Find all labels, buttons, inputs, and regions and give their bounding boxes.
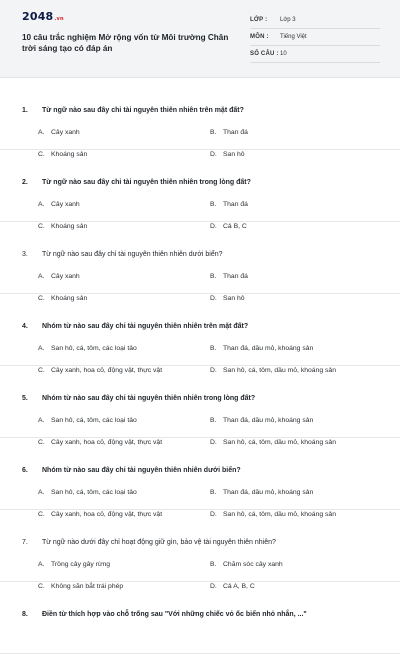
question-number: 2. (22, 179, 28, 186)
answer-option-a[interactable] (38, 201, 80, 208)
option-letter: D. (210, 367, 217, 374)
question-prompt: Từ ngữ nào sau đây chỉ tài nguyên thiên nhiên trên mặt đất? (42, 107, 244, 114)
option-text: Cả A, B, C (223, 583, 255, 590)
option-text: San hô (223, 295, 245, 302)
question-number: 3. (22, 251, 28, 258)
option-letter: B. (210, 129, 217, 136)
question-prompt: Nhóm từ nào sau đây chỉ tài nguyên thiên nhiên trong lòng đất? (42, 395, 256, 402)
option-text: Cây xanh, hoa cỏ, động vật, thực vật (51, 439, 163, 446)
answer-option-b[interactable] (210, 345, 313, 352)
option-text: San hô (223, 151, 245, 158)
document-title: 10 câu trắc nghiệm Mở rộng vốn từ Môi trường Chân trời sáng tạo có đáp án (22, 33, 229, 53)
option-text: Than đá, dầu mỏ, khoáng sản (223, 345, 314, 352)
answer-option-a[interactable] (38, 417, 137, 424)
option-letter: C. (38, 367, 45, 374)
option-text: Chăm sóc cây xanh (223, 561, 283, 568)
option-text: Trồng cây gây rừng (51, 561, 111, 568)
option-letter: D. (210, 439, 217, 446)
option-text: Than đá (223, 273, 248, 280)
option-text: Cây xanh (51, 201, 80, 208)
question-number: 8. (22, 611, 28, 618)
question-7 (0, 510, 400, 590)
question-2 (0, 150, 400, 230)
option-text: San hô, cá, tôm, các loại tảo (51, 489, 137, 496)
meta-row-grade (250, 12, 380, 29)
option-text: Than đá, dầu mỏ, khoáng sản (223, 489, 314, 496)
question-6 (0, 438, 400, 518)
option-letter: B. (210, 201, 217, 208)
option-text: San hô, cá, tôm, dầu mỏ, khoáng sản (223, 367, 336, 374)
meta-row-count (250, 46, 380, 63)
question-text (22, 107, 244, 114)
option-letter: B. (210, 417, 217, 424)
question-text (22, 395, 255, 402)
option-letter: B. (210, 273, 217, 280)
meta-row-subject (250, 29, 380, 46)
site-logo[interactable] (22, 10, 64, 23)
question-number: 6. (22, 467, 28, 474)
option-letter: A. (38, 201, 45, 208)
option-letter: D. (210, 511, 217, 518)
answer-option-a[interactable] (38, 489, 137, 496)
question-prompt: Điền từ thích hợp vào chỗ trống sau "Với những chiếc vỏ ốc biển nhỏ nhắn, ..." (42, 611, 307, 618)
answer-option-b[interactable] (210, 489, 313, 496)
question-number: 5. (22, 395, 28, 402)
option-text: Than đá, dầu mỏ, khoáng sản (223, 417, 314, 424)
question-text (22, 539, 276, 546)
question-number: 7. (22, 539, 28, 546)
meta-value: 10 (280, 51, 287, 57)
option-letter: C. (38, 583, 45, 590)
option-text: Cả B, C (223, 223, 247, 230)
question-prompt: Từ ngữ nào sau đây chỉ tài nguyên thiên nhiên trong lòng đất? (42, 179, 251, 186)
option-text: San hô, cá, tôm, các loại tảo (51, 417, 137, 424)
answer-option-b[interactable] (210, 201, 248, 208)
answer-option-a[interactable] (38, 273, 80, 280)
option-letter: B. (210, 489, 217, 496)
question-number: 4. (22, 323, 28, 330)
answer-option-a[interactable] (38, 561, 110, 568)
option-letter: A. (38, 489, 45, 496)
option-text: Khoáng sản (51, 295, 88, 302)
option-letter: A. (38, 345, 45, 352)
option-text: San hô, cá, tôm, dầu mỏ, khoáng sản (223, 511, 336, 518)
option-letter: C. (38, 511, 45, 518)
option-text: San hô, cá, tôm, các loại tảo (51, 345, 137, 352)
meta-label: LỚP : (250, 17, 268, 23)
answer-option-b[interactable] (210, 417, 313, 424)
meta-label: MÔN : (250, 34, 269, 40)
meta-table (250, 12, 380, 63)
option-text: San hô, cá, tôm, dầu mỏ, khoáng sản (223, 439, 336, 446)
option-text: Cây xanh, hoa cỏ, động vật, thực vật (51, 511, 163, 518)
option-letter: D. (210, 583, 217, 590)
answer-option-b[interactable] (210, 561, 283, 568)
question-prompt: Từ ngữ nào dưới đây chỉ hoạt động giữ gìn, bảo vệ tài nguyên thiên nhiên? (42, 539, 276, 546)
question-text (22, 179, 251, 186)
question-1 (0, 78, 400, 158)
option-text: Cây xanh, hoa cỏ, động vật, thực vật (51, 367, 163, 374)
question-text (22, 323, 248, 330)
question-5 (0, 366, 400, 446)
option-text: Không săn bắt trái phép (51, 583, 124, 590)
option-letter: B. (210, 561, 217, 568)
option-letter: A. (38, 417, 45, 424)
option-letter: D. (210, 223, 217, 230)
question-prompt: Nhóm từ nào sau đây chỉ tài nguyên thiên nhiên trên mặt đất? (42, 323, 249, 330)
option-text: Cây xanh (51, 129, 80, 136)
option-letter: B. (210, 345, 217, 352)
question-3 (0, 222, 400, 302)
question-text (22, 251, 223, 258)
option-letter: A. (38, 561, 45, 568)
option-text: Than đá (223, 201, 248, 208)
question-8 (0, 582, 400, 654)
question-text (22, 611, 307, 618)
option-letter: C. (38, 151, 45, 158)
option-letter: A. (38, 129, 45, 136)
option-letter: C. (38, 439, 45, 446)
question-prompt: Từ ngữ nào sau đây chỉ tài nguyên thiên nhiên dưới biển? (42, 251, 223, 258)
question-4 (0, 294, 400, 374)
option-letter: C. (38, 295, 45, 302)
meta-value: Tiếng Việt (280, 34, 307, 40)
option-letter: D. (210, 151, 217, 158)
logo-domain: .vn (54, 16, 64, 22)
answer-option-a[interactable] (38, 129, 80, 136)
option-text: Than đá (223, 129, 248, 136)
logo-main: 2048 (22, 10, 54, 23)
option-text: Khoáng sản (51, 151, 88, 158)
answer-option-a[interactable] (38, 345, 137, 352)
option-letter: C. (38, 223, 45, 230)
option-letter: A. (38, 273, 45, 280)
answer-option-b[interactable] (210, 273, 248, 280)
option-text: Khoáng sản (51, 223, 88, 230)
document-header (0, 0, 400, 78)
answer-option-b[interactable] (210, 129, 248, 136)
question-text (22, 467, 241, 474)
option-text: Cây xanh (51, 273, 80, 280)
meta-label: SỐ CÂU : (250, 51, 279, 57)
question-number: 1. (22, 107, 28, 114)
meta-value: Lớp 3 (280, 17, 296, 23)
question-prompt: Nhóm từ nào sau đây chỉ tài nguyên thiên nhiên dưới biển? (42, 467, 241, 474)
option-letter: D. (210, 295, 217, 302)
